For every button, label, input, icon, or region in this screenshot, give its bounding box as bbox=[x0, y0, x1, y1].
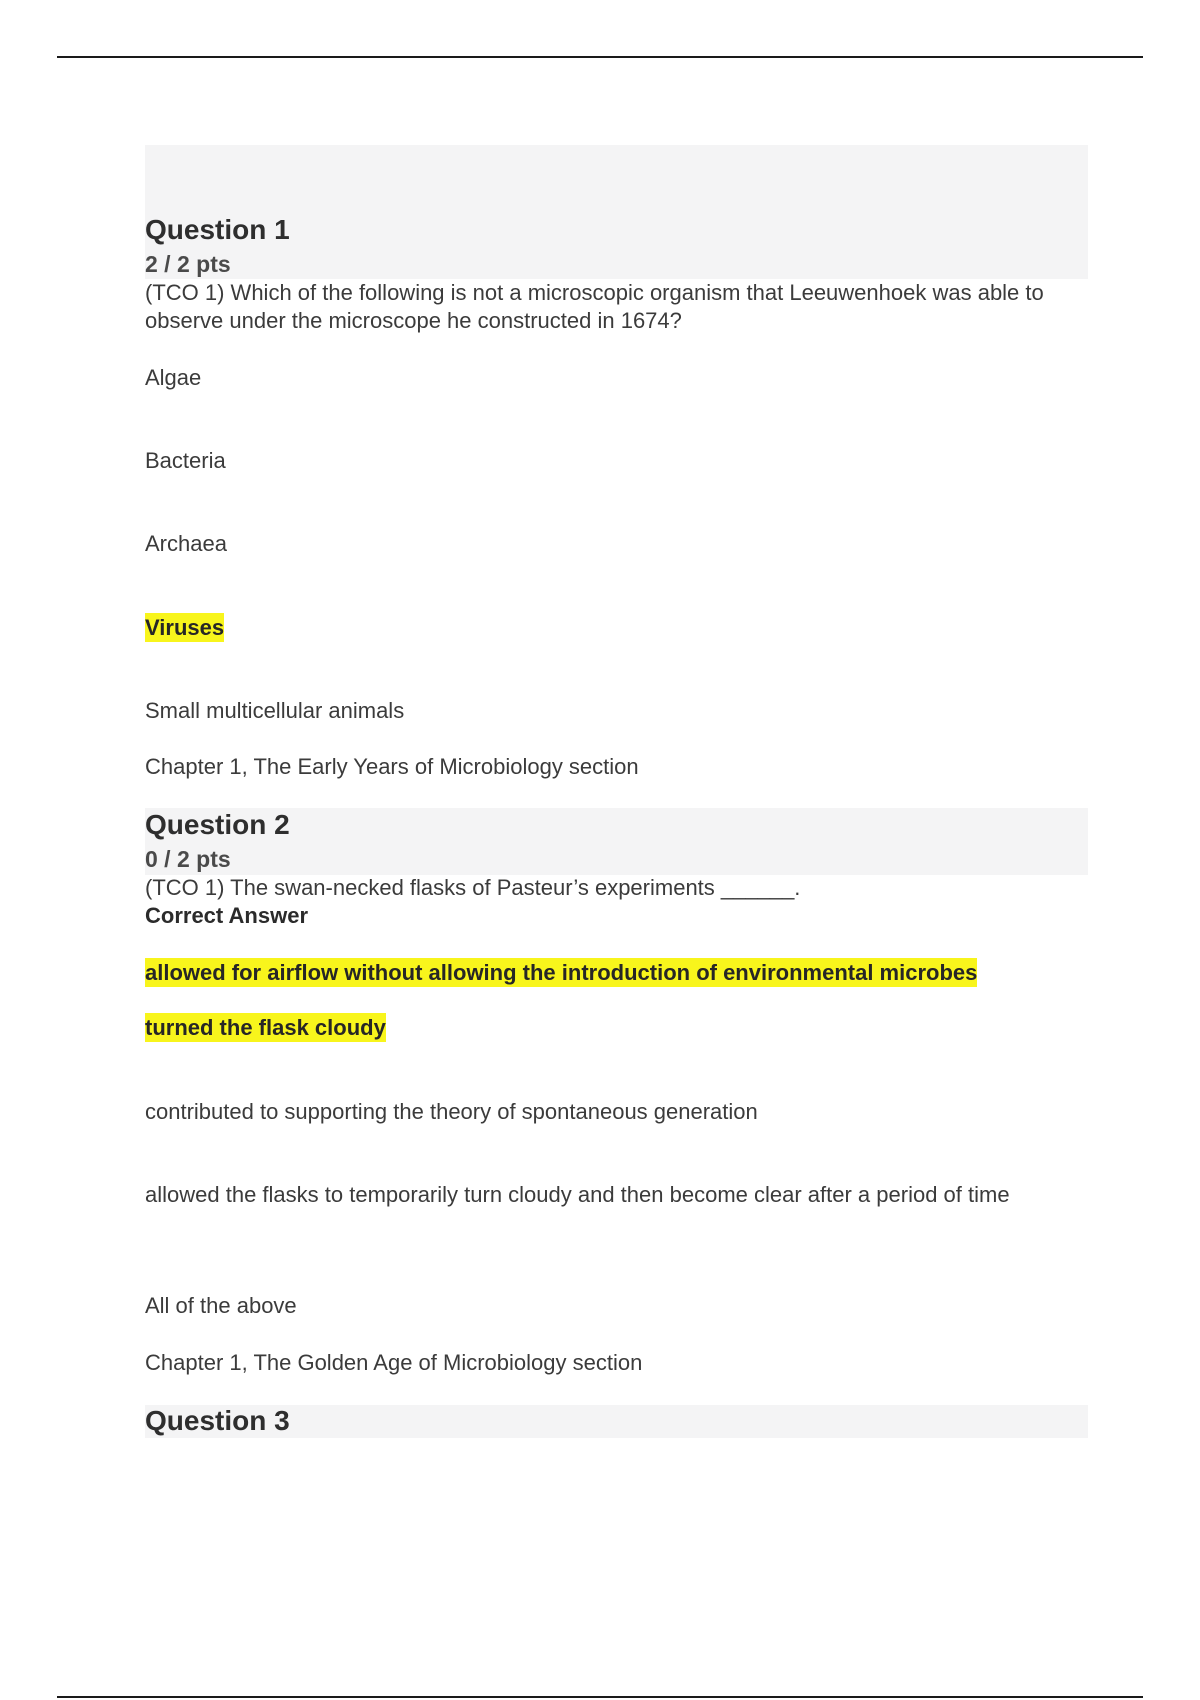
question-1-option-2: Bacteria bbox=[145, 448, 226, 473]
bottom-rule bbox=[57, 1696, 1143, 1698]
question-1-header-band bbox=[145, 145, 1088, 279]
question-2-title: Question 2 bbox=[145, 809, 290, 840]
question-1-option-5: Small multicellular animals bbox=[145, 698, 405, 723]
question-2-option-3: contributed to supporting the theory of spontaneous generation bbox=[145, 1099, 758, 1124]
question-1-prompt: (TCO 1) Which of the following is not a microscopic organism that Leeuwenhoek was able to observe under the microscope he constructed in 1674? bbox=[145, 280, 1044, 333]
highlighted-answer: allowed for airflow without allowing the introduction of environmental microbes bbox=[145, 960, 978, 985]
question-2-option-5: All of the above bbox=[145, 1293, 297, 1318]
question-1-option-3: Archaea bbox=[145, 531, 227, 556]
correct-answer-label: Correct Answer bbox=[145, 903, 309, 928]
question-1-option-4-selected bbox=[145, 614, 224, 642]
highlighted-answer: turned the flask cloudy bbox=[145, 1015, 386, 1040]
question-2-reference: Chapter 1, The Golden Age of Microbiology section bbox=[145, 1350, 643, 1375]
highlighted-answer: Viruses bbox=[145, 615, 225, 640]
question-2-option-4: allowed the flasks to temporarily turn cloudy and then become clear after a period of time bbox=[145, 1182, 1010, 1207]
question-3-title: Question 3 bbox=[145, 1405, 290, 1436]
question-1-points: 2 / 2 pts bbox=[145, 251, 231, 277]
top-rule bbox=[57, 56, 1143, 58]
question-1-reference: Chapter 1, The Early Years of Microbiology section bbox=[145, 754, 639, 779]
question-2-option-2-selected bbox=[145, 1014, 386, 1042]
question-1-option-1: Algae bbox=[145, 365, 202, 390]
question-2-prompt: (TCO 1) The swan-necked flasks of Pasteur’s experiments ______. bbox=[145, 875, 801, 900]
question-1-title: Question 1 bbox=[145, 214, 290, 245]
question-2-points: 0 / 2 pts bbox=[145, 846, 231, 872]
question-2-option-1-correct bbox=[145, 959, 977, 987]
